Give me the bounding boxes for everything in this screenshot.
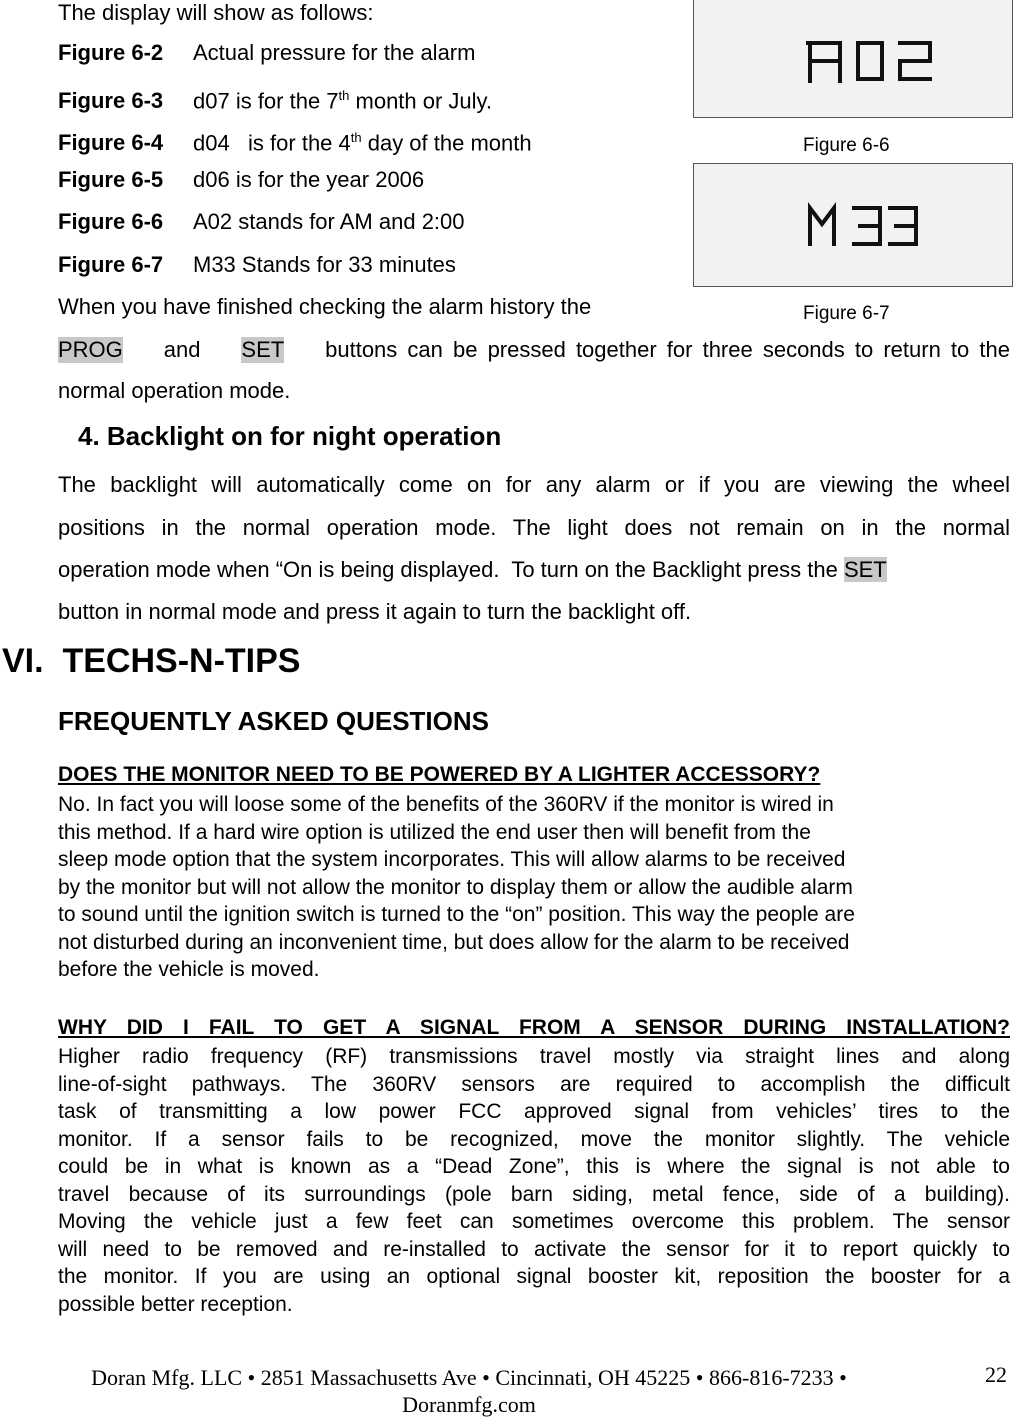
- history-line-2-rest: buttons can be pressed together for three seconds to return to the: [325, 337, 1010, 362]
- figure-desc-sup: th: [338, 88, 350, 103]
- history-and: and: [163, 337, 201, 362]
- answer-line: will need to be removed and re-installed to activate the sensor for it to report quickly to: [58, 1237, 1010, 1261]
- faq-heading: FREQUENTLY ASKED QUESTIONS: [58, 706, 489, 736]
- lcd-display-m33: [694, 164, 1012, 286]
- answer-line: not disturbed during an inconvenient time, but does allow for the alarm to be received: [58, 930, 850, 954]
- set-button-label: SET: [241, 337, 285, 362]
- figure-list-item: [58, 252, 456, 278]
- footer-website: Doranmfg.com: [402, 1392, 536, 1417]
- figure-label: Figure 6-6: [58, 209, 164, 234]
- figure-caption: Figure 6-7: [803, 303, 890, 324]
- answer-line: this method. If a hard wire option is utilized the end user then will benefit from the: [58, 820, 811, 844]
- figure-label: Figure 6-7: [58, 252, 164, 277]
- answer-line: to sound until the ignition switch is turned to the “on” position. This way the people are: [58, 903, 855, 926]
- faq-question-1: DOES THE MONITOR NEED TO BE POWERED BY A LIGHTER ACCESSORY?: [58, 763, 821, 786]
- history-line-3: normal operation mode.: [58, 378, 291, 403]
- figure-list-item: [58, 40, 475, 66]
- answer-line: travel because of its surroundings (pole barn siding, metal fence, side of a building).: [58, 1182, 1010, 1206]
- answer-line: monitor. If a sensor fails to be recognized, move the monitor slightly. The vehicle: [58, 1127, 1010, 1151]
- footer-address: Doran Mfg. LLC • 2851 Massachusetts Ave • Cincinnati, OH 45225 • 866-816-7233 •: [91, 1365, 847, 1390]
- figure-label: Figure 6-3: [58, 88, 164, 114]
- prog-button-label: PROG: [58, 337, 123, 362]
- backlight-line-3-text: operation mode when “On is being displayed. To turn on the Backlight press the: [58, 557, 844, 582]
- answer-line: line-of-sight pathways. The 360RV sensors are required to accomplish the difficult: [58, 1072, 1010, 1096]
- backlight-line-2: positions in the normal operation mode. The light does not remain on in the normal: [58, 515, 1010, 540]
- set-button-label: SET: [843, 557, 887, 582]
- faq-answer-1: [58, 791, 1010, 984]
- faq-question-2: WHY DID I FAIL TO GET A SIGNAL FROM A SENSOR DURING INSTALLATION?: [58, 1016, 1010, 1039]
- figure-list-item: [58, 167, 424, 193]
- figure-label: Figure 6-2: [58, 40, 164, 65]
- figure-list-item: [58, 209, 465, 235]
- figure-label: Figure 6-5: [58, 167, 164, 192]
- answer-line: task of transmitting a low power FCC approved signal from vehicles’ tires to the: [58, 1100, 1010, 1123]
- figure-desc-sup: th: [350, 130, 362, 145]
- answer-line: the monitor. If you are using an optional signal booster kit, reposition the booster for a: [58, 1265, 1010, 1288]
- backlight-line-3: [58, 557, 1010, 583]
- backlight-heading: 4. Backlight on for night operation: [78, 421, 502, 451]
- figure-desc: d07 is for the 7: [193, 88, 339, 114]
- section-title: VI. TECHS-N-TIPS: [2, 642, 301, 680]
- figure-desc-end: month or July.: [349, 88, 493, 114]
- figure-list-item: [58, 83, 492, 114]
- answer-line: before the vehicle is moved.: [58, 958, 320, 981]
- answer-line: could be in what is known as a “Dead Zone”, this is where the signal is not able to: [58, 1155, 1010, 1178]
- figure-desc: d04 is for the 4: [193, 130, 351, 156]
- figure-caption: Figure 6-6: [803, 135, 890, 156]
- backlight-line-4: button in normal mode and press it again to turn the backlight off.: [58, 599, 692, 624]
- history-line-1: When you have finished checking the alarm history the: [58, 294, 592, 319]
- answer-line: No. In fact you will loose some of the benefits of the 360RV if the monitor is wired in: [58, 793, 834, 816]
- lcd-figure-6-7: [693, 163, 1013, 287]
- backlight-line-1: The backlight will automatically come on for any alarm or if you are viewing the wheel: [58, 472, 1010, 497]
- answer-line: by the monitor but will not allow the monitor to display them or allow the audible alarm: [58, 875, 853, 899]
- figure-desc: d06 is for the year 2006: [193, 167, 425, 192]
- history-line-2: [58, 337, 1010, 363]
- figure-desc: A02 stands for AM and 2:00: [193, 209, 465, 234]
- figure-list-item: [58, 125, 532, 156]
- figure-desc: M33 Stands for 33 minutes: [193, 252, 456, 277]
- faq-answer-2: [58, 1043, 1010, 1318]
- figure-label: Figure 6-4: [58, 130, 164, 156]
- page-number: 22: [985, 1362, 1007, 1387]
- answer-line: Moving the vehicle just a few feet can sometimes overcome this problem. The sensor: [58, 1210, 1010, 1233]
- intro-text: The display will show as follows:: [58, 0, 374, 25]
- figure-desc: Actual pressure for the alarm: [193, 40, 476, 65]
- lcd-figure-6-6: [693, 0, 1013, 118]
- answer-line: possible better reception.: [58, 1292, 293, 1316]
- answer-line: sleep mode option that the system incorporates. This will allow alarms to be received: [58, 848, 846, 871]
- lcd-display-a02: [694, 0, 1012, 117]
- answer-line: Higher radio frequency (RF) transmissions travel mostly via straight lines and along: [58, 1045, 1010, 1068]
- figure-desc-end: day of the month: [361, 130, 532, 156]
